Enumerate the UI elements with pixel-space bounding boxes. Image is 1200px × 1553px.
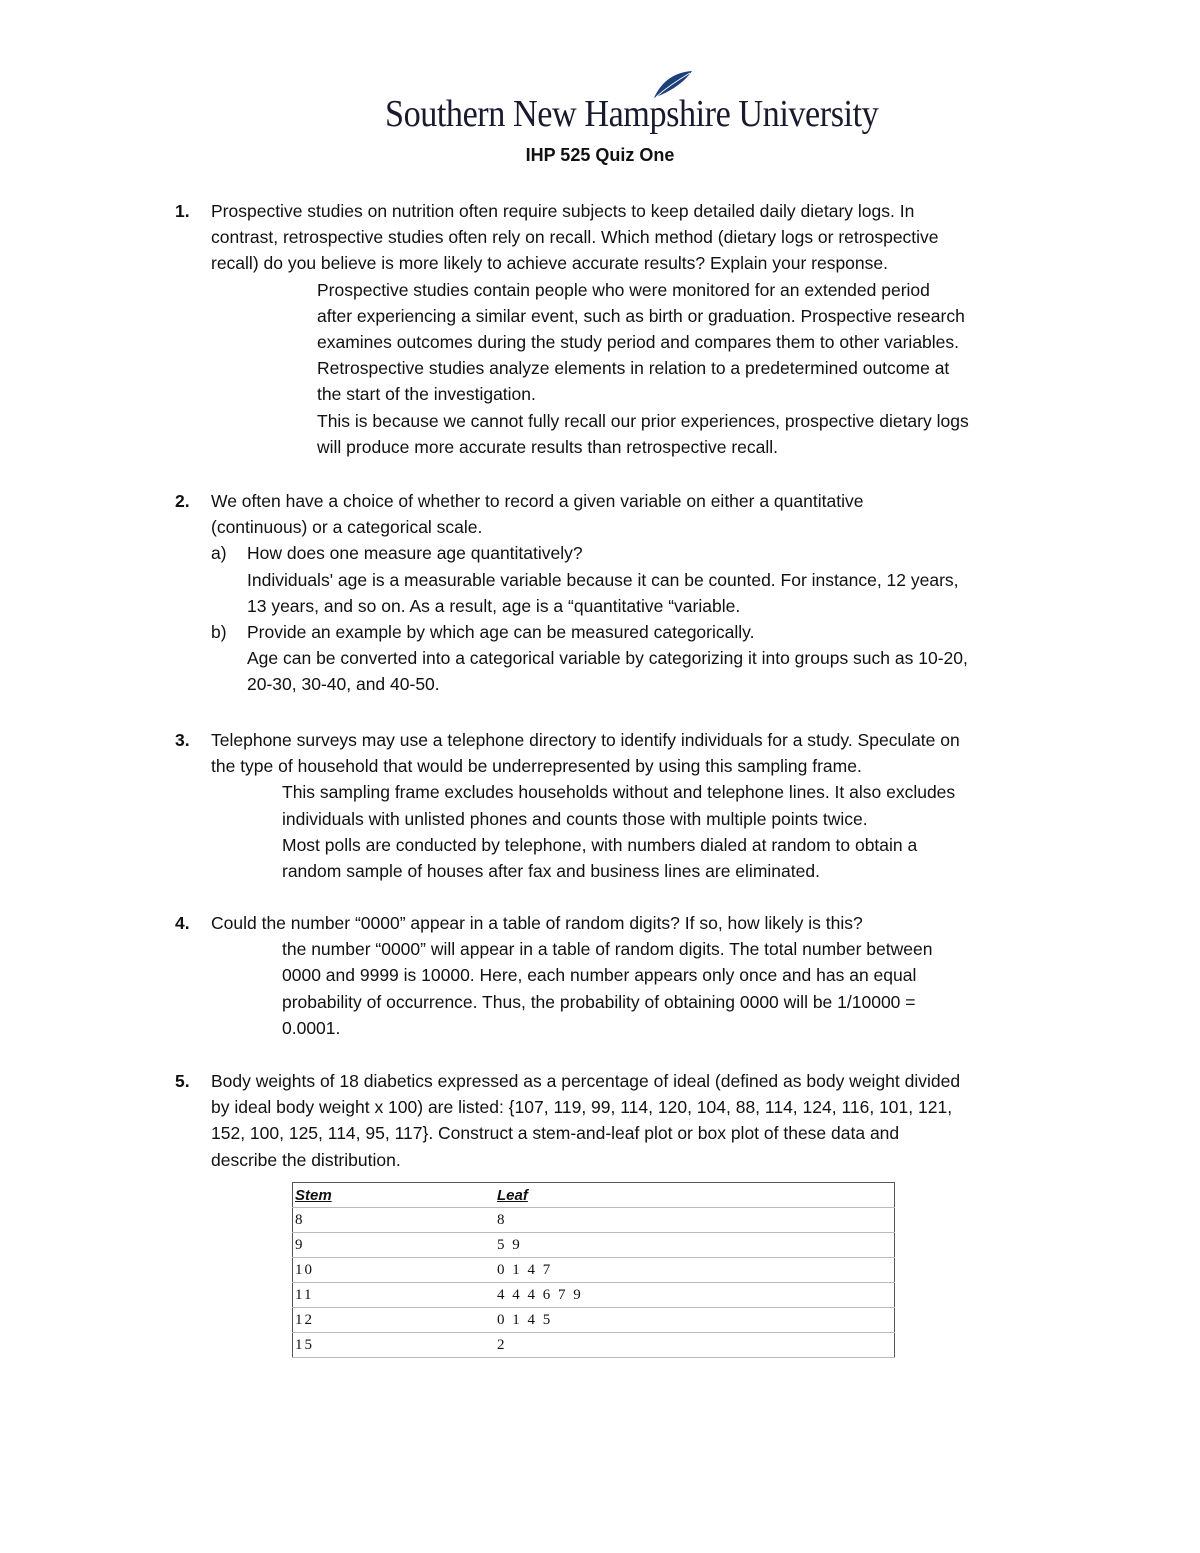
question-number: 5.	[175, 1071, 190, 1091]
table-row	[293, 1208, 895, 1233]
stem-cell: 8	[293, 1208, 496, 1233]
leaf-cell: 8	[495, 1208, 895, 1233]
answer-text: the number “0000” will appear in a table of random digits. The total number between 0000 and 9999 is 10000. Here, each number appears only once and has an equal probability of occurrence. Thus, the probability of obtaining 0000 will be 1/10000 = 0.0001.	[282, 939, 933, 1038]
logo-text: Southern New Hampshire University	[385, 93, 879, 135]
leaf-cell: 5 9	[495, 1233, 895, 1258]
table-row	[293, 1258, 895, 1283]
university-logo	[385, 70, 879, 140]
part-a-question: How does one measure age quantitatively?	[247, 543, 583, 564]
stem-cell: 12	[293, 1308, 496, 1333]
question-text: Body weights of 18 diabetics expressed as a percentage of ideal (defined as body weight divided by ideal body weight x 100) are listed: {107, 119, 99, 114, 120, 104, 88, 114, 124, 116, 101, 121, 152, 100, 125, 114, 95, 117}. Construct a stem-and-leaf plot or box plot of these data and describe the distribution.	[211, 1071, 961, 1170]
stem-cell: 11	[293, 1283, 496, 1308]
leaf-cell: 0 1 4 5	[495, 1308, 895, 1333]
leaf-cell: 4 4 4 6 7 9	[495, 1283, 895, 1308]
table-header-row	[293, 1183, 895, 1208]
question-text: We often have a choice of whether to record a given variable on either a quantitative (continuous) or a categorical scale.	[211, 491, 864, 538]
leaf-cell: 0 1 4 7	[495, 1258, 895, 1283]
part-a-label: a)	[211, 543, 227, 564]
part-b-question: Provide an example by which age can be measured categorically.	[247, 622, 755, 642]
page-title: IHP 525 Quiz One	[525, 145, 675, 165]
table-row	[293, 1333, 895, 1358]
question-text: Could the number “0000” appear in a table of random digits? If so, how likely is this?	[211, 913, 863, 933]
part-b-label: b)	[211, 622, 227, 642]
answer-text: Prospective studies contain people who were monitored for an extended period after experiencing a similar event, such as birth or graduation. Prospective research examines outcomes during the study period and compares them to other variables. Retrospective studies analyze elements in relation to a predetermined outcome at the start of the investigation. This is because we cannot fully recall our prior experiences, prospective dietary logs will produce more accurate results than retrospective recall.	[317, 279, 969, 457]
question-number: 1.	[175, 201, 190, 221]
question-number: 3.	[175, 730, 190, 750]
question-text: Prospective studies on nutrition often require subjects to keep detailed daily dietary logs. In contrast, retrospective studies often rely on recall. Which method (dietary logs or retrospective recall) do you believe is more likely to achieve accurate results? Explain your response.	[211, 201, 939, 274]
stem-leaf-table	[292, 1182, 895, 1358]
stem-cell: 10	[293, 1258, 496, 1283]
question-text: Telephone surveys may use a telephone directory to identify individuals for a study. Speculate on the type of household that would be underrepresented by using this sampling frame.	[211, 730, 960, 777]
leaf-cell: 2	[495, 1333, 895, 1358]
table-row	[293, 1308, 895, 1333]
stem-cell: 9	[293, 1233, 496, 1258]
table-row	[293, 1283, 895, 1308]
leaf-header: Leaf	[495, 1183, 895, 1208]
question-number: 4.	[175, 913, 190, 933]
part-a: How does one measure age quantitatively? Individuals' age is a measurable variable because it can be counted. For instance, 12 years, 13 years, and so on. As a result, age is a “quantitative “variable.	[247, 540, 959, 619]
stem-cell: 15	[293, 1333, 496, 1358]
answer-text: This sampling frame excludes households without and telephone lines. It also excludes individuals with unlisted phones and counts those with multiple points twice. Most polls are conducted by telephone, with numbers dialed at random to obtain a random sample of houses after fax and business lines are eliminated.	[282, 782, 956, 881]
question-number: 2.	[175, 491, 190, 511]
table-row	[293, 1233, 895, 1258]
stem-header: Stem	[293, 1183, 496, 1208]
part-b: Provide an example by which age can be measured categorically. Age can be converted into a categorical variable by categorizing it into groups such as 10-20, 20-30, 30-40, and 40-50.	[247, 619, 968, 698]
